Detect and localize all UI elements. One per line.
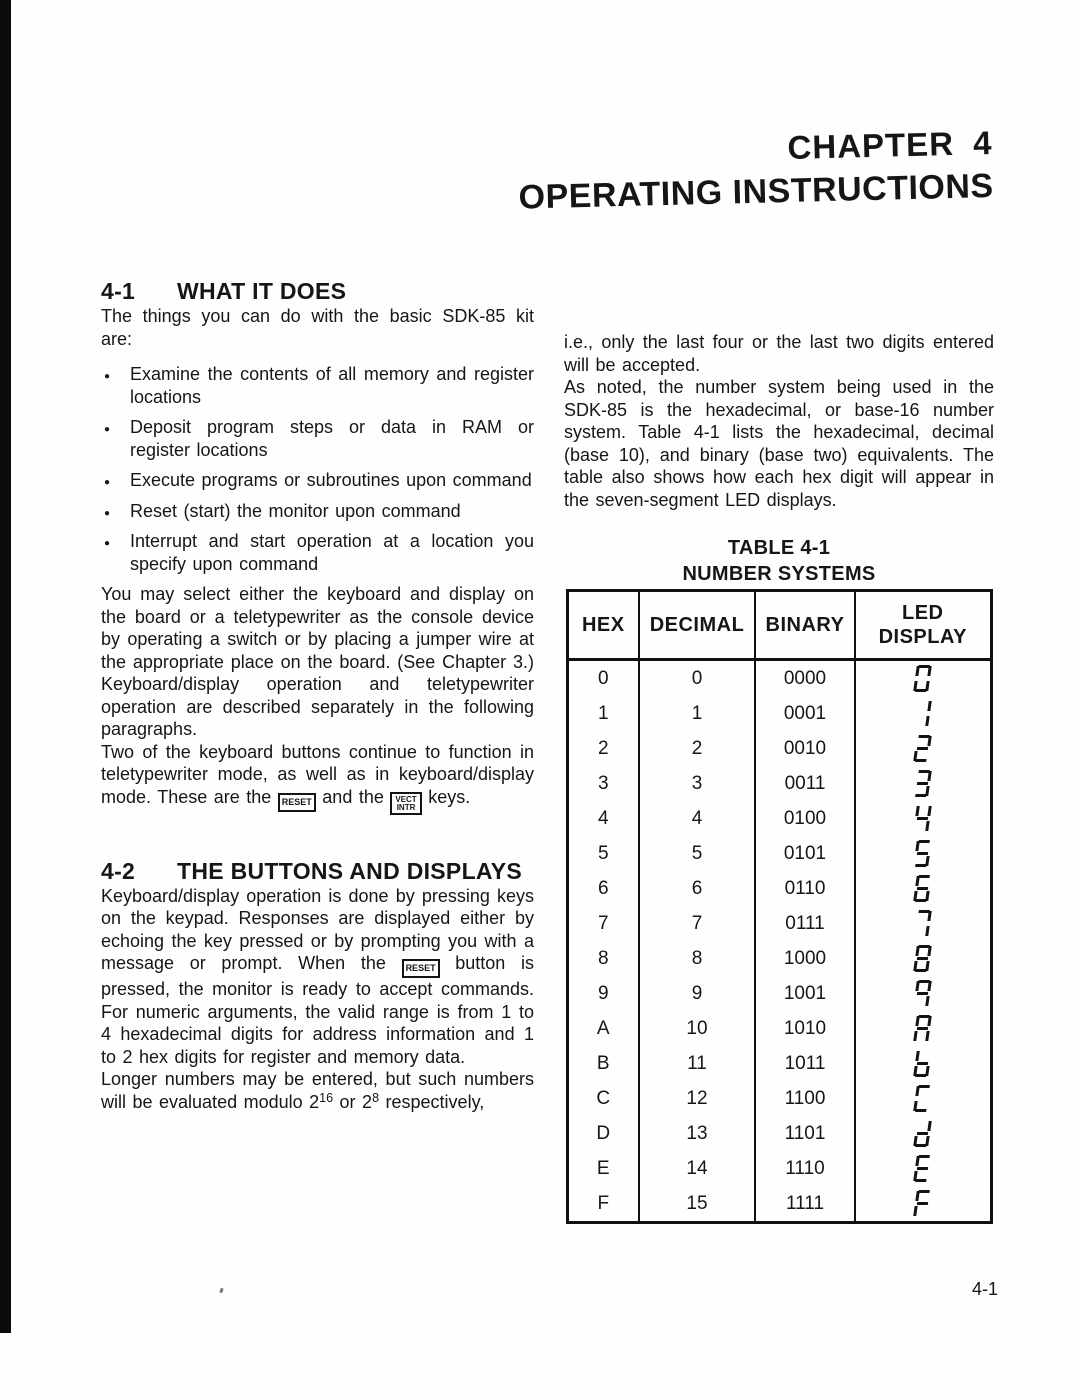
led-display-cell: [855, 1151, 991, 1186]
table-row: [567, 1186, 991, 1223]
decimal-cell: 3: [639, 766, 755, 801]
two-buttons-paragraph: Two of the keyboard buttons continue to function in teletypewriter mode, as well as in keyboard/display mode. These are the RESET and the VECT INTR keys.: [101, 741, 534, 815]
number-table-body: [567, 660, 991, 1223]
seven-segment-display: [913, 910, 932, 937]
decimal-cell: 15: [639, 1186, 755, 1223]
chapter-header: [517, 124, 994, 218]
seven-segment-display: [913, 700, 932, 727]
scan-speck: [219, 1288, 224, 1294]
table-header-row: [567, 591, 991, 660]
table-row: [567, 766, 991, 801]
led-display-cell: [855, 696, 991, 731]
seven-segment-display: [913, 1120, 932, 1147]
table-row: [567, 1046, 991, 1081]
table-row: [567, 976, 991, 1011]
table-row: [567, 836, 991, 871]
digits-accepted-paragraph: i.e., only the last four or the last two digits entered will be accepted.: [564, 332, 994, 375]
seven-segment-display: [913, 1050, 932, 1077]
seven-segment-display: [913, 1015, 932, 1042]
longer-numbers-paragraph: Longer numbers may be entered, but such numbers will be evaluated modulo $2^{16}$ or $2^8$ respectively,: [101, 1069, 534, 1112]
hex-cell: 9: [597, 982, 609, 1004]
bullet-item: ● Execute programs or subroutines upon command: [101, 469, 534, 492]
led-display-cell: [855, 660, 991, 697]
led-display-cell: [855, 1186, 991, 1223]
bullet-item: ● Examine the contents of all memory and register locations: [101, 363, 534, 408]
hex-cell: 0: [597, 667, 609, 689]
chapter-title: OPERATING INSTRUCTIONS: [518, 166, 994, 217]
decimal-cell: 13: [639, 1116, 755, 1151]
table-row: [567, 1116, 991, 1151]
column-header-binary: BINARY: [755, 591, 855, 660]
hex-cell: E: [596, 1157, 610, 1179]
binary-cell: 0100: [755, 801, 855, 836]
led-display-cell: [855, 1011, 991, 1046]
binary-cell: 1000: [755, 941, 855, 976]
seven-segment-display: [913, 1155, 932, 1182]
hex-cell: 6: [597, 877, 609, 899]
table-row: [567, 906, 991, 941]
section-title: THE BUTTONS AND DISPLAYS: [177, 857, 523, 884]
seven-segment-display: [913, 1190, 932, 1217]
superscript: 8: [372, 1090, 380, 1105]
binary-cell: 1111: [755, 1186, 855, 1223]
section-4-2-heading: [101, 858, 534, 885]
binary-cell: 1001: [755, 976, 855, 1011]
section-number: 4-1: [101, 278, 136, 304]
hex-cell: 8: [597, 947, 609, 969]
hex-cell: C: [596, 1087, 611, 1109]
binary-cell: 1100: [755, 1081, 855, 1116]
seven-segment-display: [913, 945, 932, 972]
seven-segment-display: [913, 735, 932, 762]
hex-cell: 2: [597, 737, 609, 759]
table-caption-line1: TABLE 4-1: [727, 537, 831, 559]
scan-spine-bar: [0, 0, 11, 1333]
decimal-cell: 0: [639, 660, 755, 697]
keyboard-operation-paragraph: Keyboard/display operation is done by pressing keys on the keypad. Responses are displayed either by echoing the key pressed or by prompting you with a message or prompt. When the RESET button is pressed, the monitor is ready to accept commands. For numeric arguments, the valid range is from 1 to 4 hexadecimal digits for address information and 1 to 2 hex digits for register and memory data.: [101, 885, 534, 1067]
binary-cell: 0111: [755, 906, 855, 941]
decimal-cell: 10: [639, 1011, 755, 1046]
binary-cell: 1101: [755, 1116, 855, 1151]
table-caption-line2: NUMBER SYSTEMS: [682, 563, 876, 585]
superscript: 16: [319, 1090, 334, 1105]
decimal-cell: 4: [639, 801, 755, 836]
led-display-cell: [855, 801, 991, 836]
bullet-item: ● Reset (start) the monitor upon command: [101, 500, 534, 523]
binary-cell: 0110: [755, 871, 855, 906]
binary-cell: 1110: [755, 1151, 855, 1186]
intro-paragraph: The things you can do with the basic SDK-85 kit are:: [101, 306, 534, 349]
led-display-cell: [855, 941, 991, 976]
section-title: WHAT IT DOES: [177, 278, 347, 304]
led-display-cell: [855, 836, 991, 871]
table-row: [567, 1081, 991, 1116]
column-header-decimal: DECIMAL: [639, 591, 755, 660]
hex-cell: 7: [597, 912, 609, 934]
number-system-paragraph: As noted, the number system being used in the SDK-85 is the hexadecimal, or base-16 number system. Table 4-1 lists the hexadecimal, decimal (base 10), and binary (base two) equivalents. The table also shows how each hex digit will appear in the seven-segment LED displays.: [564, 377, 994, 510]
decimal-cell: 12: [639, 1081, 755, 1116]
seven-segment-display: [913, 875, 932, 902]
section-4-1-heading: [101, 278, 534, 305]
led-display-cell: [855, 1046, 991, 1081]
column-header-hex: HEX: [567, 591, 639, 660]
seven-segment-display: [913, 840, 932, 867]
page-number: 4-1: [972, 1279, 999, 1299]
seven-segment-display: [913, 770, 932, 797]
led-display-cell: [855, 731, 991, 766]
table-row: [567, 696, 991, 731]
decimal-cell: 6: [639, 871, 755, 906]
led-display-cell: [855, 976, 991, 1011]
hex-cell: A: [596, 1017, 610, 1039]
bullet-item: ● Interrupt and start operation at a location you specify upon command: [101, 530, 534, 575]
table-caption: [564, 535, 994, 587]
table-row: [567, 1011, 991, 1046]
binary-cell: 1010: [755, 1011, 855, 1046]
section-number: 4-2: [101, 857, 136, 884]
led-display-cell: [855, 766, 991, 801]
decimal-cell: 11: [639, 1046, 755, 1081]
table-row: [567, 871, 991, 906]
led-display-cell: [855, 1116, 991, 1151]
seven-segment-display: [913, 1085, 932, 1112]
decimal-cell: 1: [639, 696, 755, 731]
table-row: [567, 731, 991, 766]
decimal-cell: 9: [639, 976, 755, 1011]
table-row: [567, 1151, 991, 1186]
reset-keycap: RESET: [402, 959, 440, 978]
table-row: [567, 941, 991, 976]
left-column: [101, 278, 534, 1113]
column-header-led: LED DISPLAY: [855, 591, 991, 660]
hex-cell: 5: [597, 842, 609, 864]
number-systems-table: [566, 589, 993, 1224]
hex-cell: 3: [597, 772, 609, 794]
binary-cell: 0000: [755, 660, 855, 697]
binary-cell: 1011: [755, 1046, 855, 1081]
seven-segment-display: [913, 805, 932, 832]
decimal-cell: 5: [639, 836, 755, 871]
led-display-cell: [855, 1081, 991, 1116]
right-column: [564, 331, 994, 1224]
led-display-cell: [855, 871, 991, 906]
chapter-number-title: CHAPTER 4: [787, 124, 993, 166]
hex-cell: 1: [597, 702, 609, 724]
binary-cell: 0011: [755, 766, 855, 801]
binary-cell: 0010: [755, 731, 855, 766]
table-row: [567, 801, 991, 836]
decimal-cell: 8: [639, 941, 755, 976]
reset-keycap: RESET: [278, 793, 316, 812]
binary-cell: 0001: [755, 696, 855, 731]
seven-segment-display: [913, 980, 932, 1007]
decimal-cell: 2: [639, 731, 755, 766]
console-selection-paragraph: You may select either the keyboard and display on the board or a teletypewriter as the console device by operating a switch or by placing a jumper wire at the appropriate place on the board. (See Chapter 3.) Keyboard/display operation and teletypewriter operation are described separately in the following paragraphs.: [101, 584, 534, 739]
hex-cell: D: [596, 1122, 611, 1144]
hex-cell: F: [597, 1192, 610, 1214]
hex-cell: 4: [597, 807, 609, 829]
binary-cell: 0101: [755, 836, 855, 871]
led-display-cell: [855, 906, 991, 941]
hex-cell: B: [596, 1052, 610, 1074]
seven-segment-display: [913, 665, 932, 692]
vect-intr-keycap: VECT INTR: [390, 792, 421, 815]
table-row: [567, 660, 991, 697]
decimal-cell: 14: [639, 1151, 755, 1186]
bullet-item: ● Deposit program steps or data in RAM or register locations: [101, 416, 534, 461]
decimal-cell: 7: [639, 906, 755, 941]
capability-bullet-list: [101, 363, 534, 575]
